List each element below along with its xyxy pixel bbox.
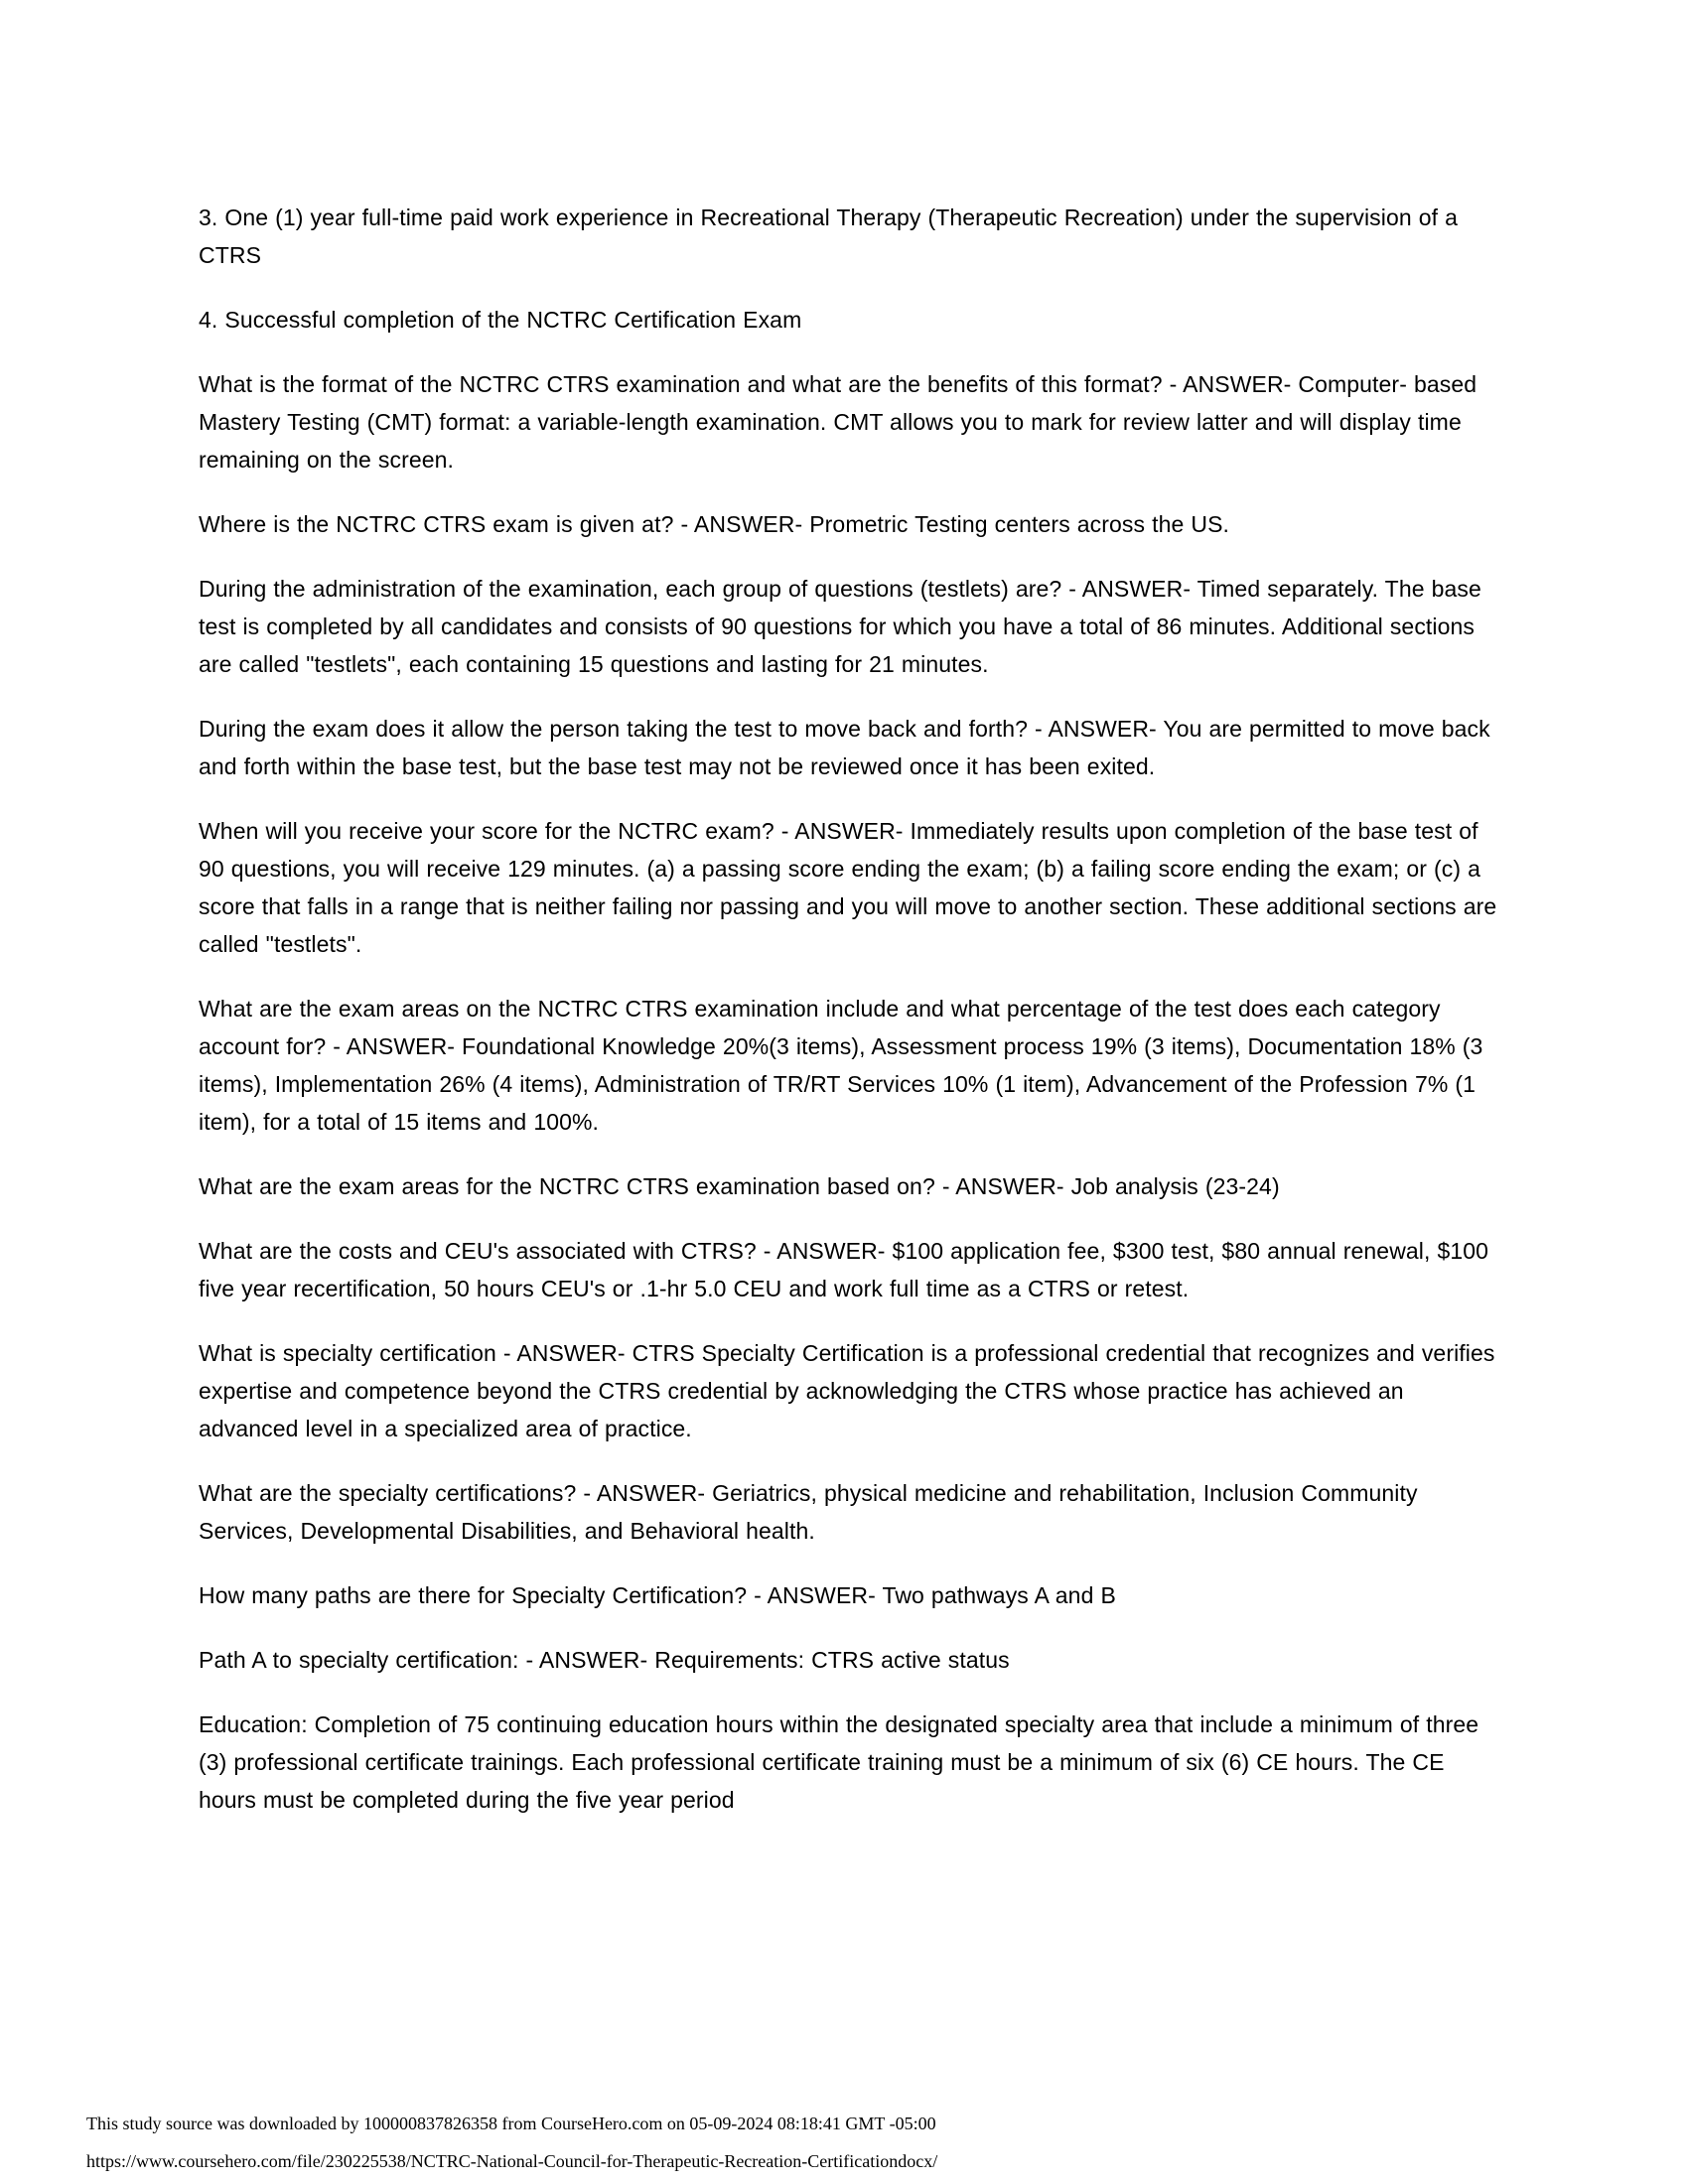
paragraph-11: What is specialty certification - ANSWER- CTRS Specialty Certification is a professional credential that recognizes and verifies expertise and competence beyond the CTRS credential by acknowledging the CTRS whose practice has achieved an advanced level in a specialized area of practice.: [199, 1340, 1495, 1441]
paragraph-4: Where is the NCTRC CTRS exam is given at? - ANSWER- Prometric Testing centers across the US.: [199, 511, 1230, 537]
paragraph-8: What are the exam areas on the NCTRC CTRS examination include and what percentage of the test does each category account for? - ANSWER- Foundational Knowledge 20%(3 items), Assessment process 19% (3 items), Documentation 18% (3 items), Implementation 26% (4 items), Administration of TR/RT Services 10% (1 item), Advancement of the Profession 7% (1 item), for a total of 15 items and 100%.: [199, 996, 1483, 1135]
paragraph-12: What are the specialty certifications? - ANSWER- Geriatrics, physical medicine and rehabilitation, Inclusion Community Services, Developmental Disabilities, and Behavioral health.: [199, 1480, 1418, 1544]
paragraph-5: During the administration of the examination, each group of questions (testlets) are? - ANSWER- Timed separately. The base test is completed by all candidates and consists of 90 questions for which you have a total of 86 minutes. Additional sections are called "testlets", each containing 15 questions and lasting for 21 minutes.: [199, 576, 1481, 677]
paragraph-14: Path A to specialty certification: - ANSWER- Requirements: CTRS active status: [199, 1647, 1010, 1673]
download-attribution-text: This study source was downloaded by 100000837826358 from CourseHero.com on 05-09-2024 08:18:41 GMT -05:00: [86, 2114, 936, 2133]
paragraph-10: What are the costs and CEU's associated with CTRS? - ANSWER- $100 application fee, $300 test, $80 annual renewal, $100 five year recertification, 50 hours CEU's or .1-hr 5.0 CEU and work full time as a CTRS or retest.: [199, 1238, 1489, 1301]
paragraph-3: What is the format of the NCTRC CTRS examination and what are the benefits of this format? - ANSWER- Computer- based Mastery Testing (CMT) format: a variable-length examination. CMT allows you to mark for review latter and will display time remaining on the screen.: [199, 371, 1477, 473]
document-body: [199, 199, 1499, 1845]
source-url-link[interactable]: https://www.coursehero.com/file/230225538/NCTRC-National-Council-for-Therapeutic-Recreation-Certificationdocx/: [86, 2151, 938, 2171]
paragraph-2: 4. Successful completion of the NCTRC Certification Exam: [199, 307, 802, 333]
paragraph-9: What are the exam areas for the NCTRC CTRS examination based on? - ANSWER- Job analysis (23-24): [199, 1173, 1280, 1199]
paragraph-1: 3. One (1) year full-time paid work experience in Recreational Therapy (Therapeutic Recreation) under the supervision of a CTRS: [199, 205, 1459, 268]
paragraph-13: How many paths are there for Specialty Certification? - ANSWER- Two pathways A and B: [199, 1582, 1116, 1608]
paragraph-6: During the exam does it allow the person taking the test to move back and forth? - ANSWER- You are permitted to move back and forth within the base test, but the base test may not be reviewed once it has been exited.: [199, 716, 1490, 779]
paragraph-7: When will you receive your score for the NCTRC exam? - ANSWER- Immediately results upon completion of the base test of 90 questions, you will receive 129 minutes. (a) a passing score ending the exam; (b) a failing score ending the exam; or (c) a score that falls in a range that is neither failing nor passing and you will move to another section. These additional sections are called "testlets".: [199, 818, 1497, 957]
paragraph-15: Education: Completion of 75 continuing education hours within the designated specialty area that include a minimum of three (3) professional certificate trainings. Each professional certificate training must be a minimum of six (6) CE hours. The CE hours must be completed during the five year period: [199, 1711, 1479, 1813]
